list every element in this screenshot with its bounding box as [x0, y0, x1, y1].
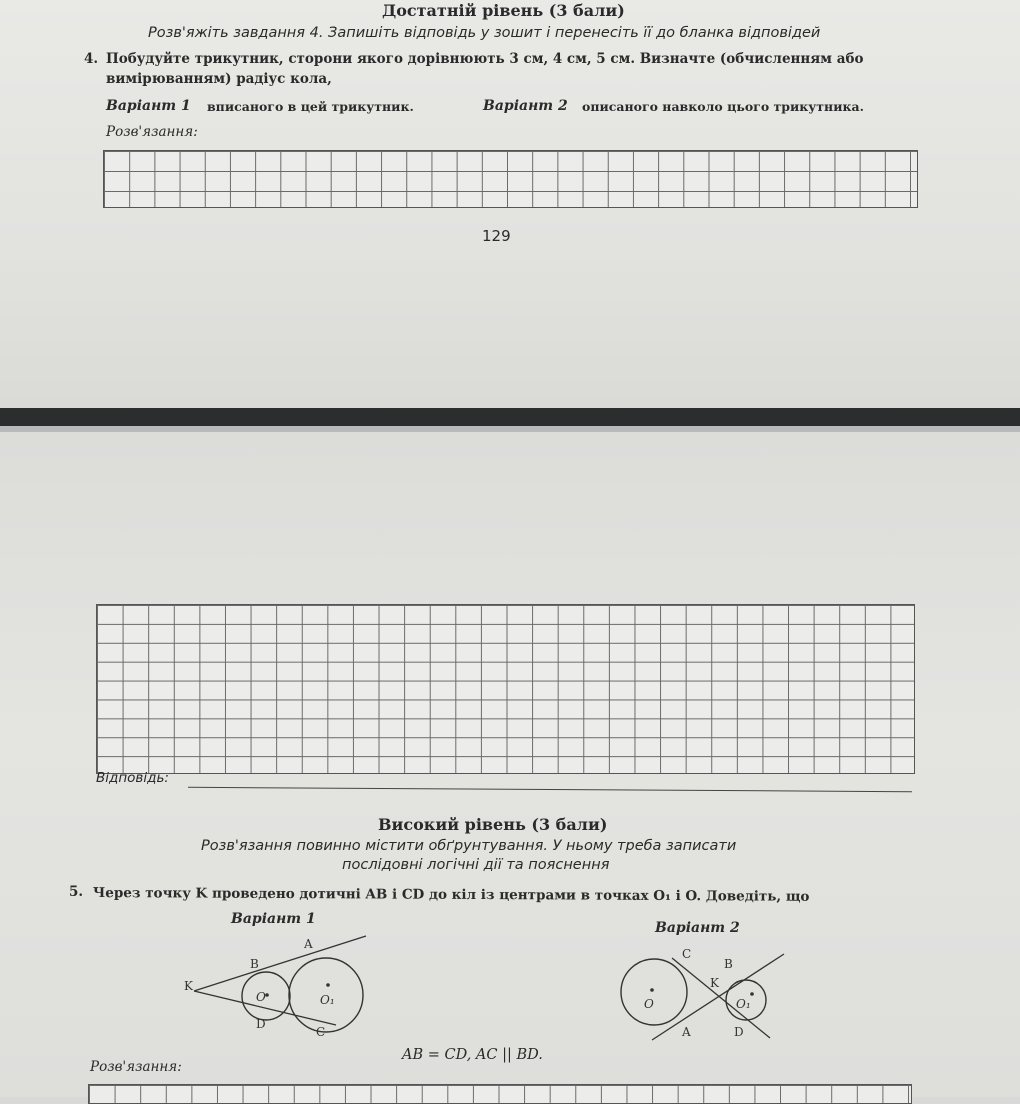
solution-grid-top[interactable]	[103, 150, 918, 208]
fig2-variant-label: Варіант 2	[655, 920, 740, 936]
fig2-large-circle	[621, 959, 687, 1025]
variant1-label: Варіант 1	[106, 98, 191, 114]
variant1-text: вписаного в цей трикутник.	[207, 99, 414, 114]
page-number: 129	[482, 227, 511, 245]
fig2-label-c: C	[682, 947, 692, 961]
answer-label: Відповідь:	[96, 770, 169, 786]
task5-text: Через точку K проведено дотичні AB і CD до кіл із центрами в точках O₁ і O. Доведіть, що	[92, 885, 810, 905]
fig2-label-d: D	[734, 1025, 744, 1039]
fig1-label-b: B	[250, 957, 259, 971]
solution-label-bottom: Розв'язання:	[90, 1059, 182, 1075]
figure-variant1	[170, 928, 380, 1043]
solution-grid-bottom-edge[interactable]	[88, 1084, 912, 1104]
variant2-label: Варіант 2	[483, 98, 568, 114]
fig1-variant-label: Варіант 1	[231, 911, 316, 927]
solution-grid-bottom[interactable]	[96, 604, 915, 774]
fig1-center-o1	[326, 983, 330, 987]
task-text-line1: Побудуйте трикутник, сторони якого дорівнюють 3 см, 4 см, 5 см. Визначте (обчисленням або	[106, 51, 864, 67]
fig2-label-a: A	[682, 1025, 691, 1039]
figure-variant2	[612, 940, 802, 1045]
high-level-heading: Високий рівень (3 бали)	[378, 815, 608, 834]
task5-number: 5.	[69, 884, 84, 900]
solution-label-top: Розв'язання:	[106, 124, 198, 140]
fig2-center-o1	[750, 992, 754, 996]
fig1-label-k: K	[184, 979, 193, 993]
page-gap-dark-bar	[0, 408, 1020, 426]
fig2-label-b: B	[724, 957, 733, 971]
fig2-label-o: O	[644, 997, 654, 1011]
variant2-text: описаного навколо цього трикутника.	[582, 99, 864, 114]
fig2-tangent-ab	[652, 954, 784, 1040]
fig1-tangent-ab	[194, 936, 366, 991]
task5-formula: AB = CD, AC || BD.	[402, 1047, 543, 1063]
high-instruction-line2: послідовні логічні дії та пояснення	[342, 857, 610, 873]
fig2-label-k: K	[710, 976, 719, 990]
fig1-label-d: D	[256, 1017, 266, 1031]
task-number: 4.	[84, 51, 99, 67]
fig2-center-o	[650, 988, 654, 992]
task-instruction: Розв'яжіть завдання 4. Запишіть відповідь у зошит і перенесіть її до бланка відповідей	[148, 25, 821, 41]
high-instruction-line1: Розв'язання повинно містити обґрунтування. У ньому треба записати	[201, 838, 737, 854]
fig2-label-o1: O₁	[736, 997, 751, 1011]
fig1-label-c: C	[316, 1025, 326, 1039]
fig1-label-o: O	[256, 990, 266, 1004]
level-heading: Достатній рівень (3 бали)	[382, 1, 625, 20]
fig1-label-a: A	[304, 937, 313, 951]
fig1-label-o1: O₁	[320, 993, 335, 1007]
task-text-line2: вимірюванням) радіус кола,	[106, 71, 332, 87]
